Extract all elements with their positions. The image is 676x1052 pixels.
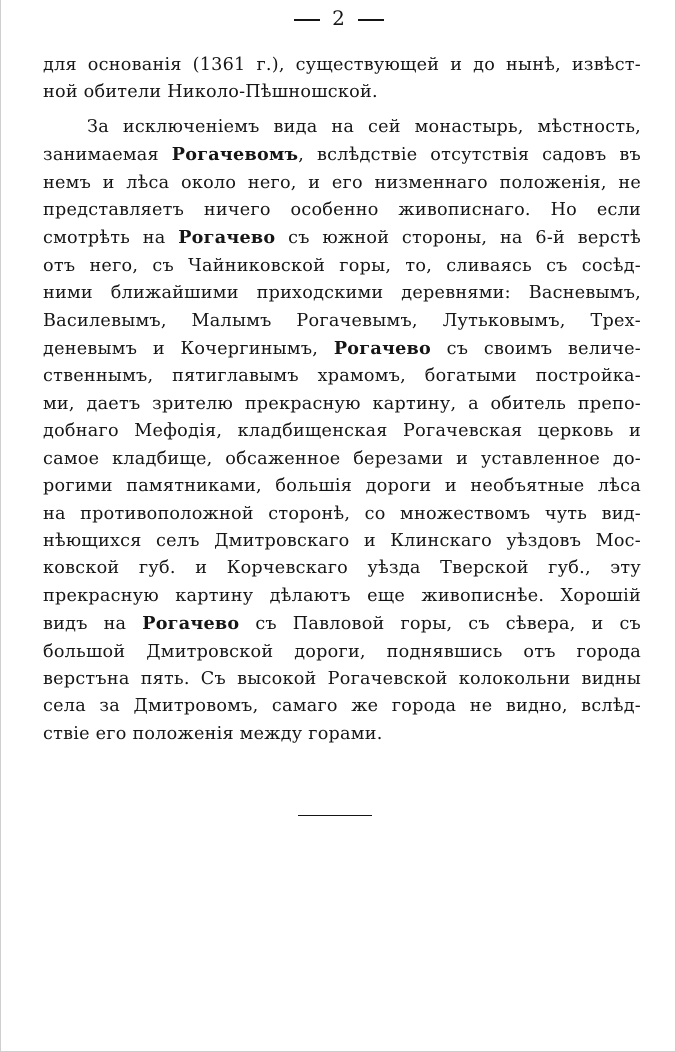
text-line [43,52,641,79]
text-line [43,583,641,610]
text-run: съ южной стороны, на 6-й верстѣ [275,228,641,249]
text-line [43,197,641,224]
text-line [43,610,641,638]
text-run: За исключеніемъ вида на сей монастырь, мѣстность, [87,116,641,137]
text-line [43,721,641,748]
text-run: ми, даетъ зрителю прекрасную картину, а обитель препо- [43,393,641,414]
text-run: отъ него, съ Чайниковской горы, то, сливаясь съ сосѣд- [43,255,641,276]
text-run: прекрасную картину дѣлаютъ еще живописнѣе. Хорошій [43,585,641,606]
text-run: представляетъ ничего особенно живописнаго. Но если [43,200,641,221]
text-line [43,224,641,252]
text-line [43,555,641,582]
text-run: для основанія (1361 г.), существующей и до нынѣ, извѣст- [43,55,641,75]
bold-place-name: Рогачевомъ [171,144,299,166]
text-run: рогими памятниками, большія дороги и необъятные лѣса [43,476,641,497]
header-dash-right [358,19,384,21]
text-line [43,693,641,720]
paragraph [43,52,641,107]
text-line [43,528,641,555]
text-line [43,253,641,280]
text-line [43,170,641,197]
text-run: деневымъ и Кочергинымъ, [43,339,334,360]
text-run: , вслѣдствіе отсутствія садовъ въ [298,145,641,166]
text-run: съ Павловой горы, съ сѣвера, и съ [239,614,641,635]
text-line [43,308,641,335]
text-run: ствіе его положенія между горами. [43,723,383,744]
text-run: ственнымъ, пятиглавымъ храмомъ, богатыми постройка- [43,366,641,387]
text-run: большой Дмитровской дороги, поднявшись отъ города [43,641,641,662]
text-run: Василевымъ, Малымъ Рогачевымъ, Лутьковымъ, Трех- [43,310,641,331]
text-line [43,363,641,390]
text-run: ними ближайшими приходскими деревнями: Васневымъ, [43,283,641,304]
text-run: видъ на [43,614,143,635]
paragraph [43,114,641,748]
text-run: добнаго Мефодія, кладбищенская Рогачевская церковь и [43,421,641,442]
text-line [43,418,641,445]
header-dash-left [294,19,320,21]
bold-place-name: Рогачево [333,338,432,360]
page-number: 2 [332,6,346,30]
text-line [43,446,641,473]
text-run: занимаемая [43,145,172,166]
text-run: съ своимъ величе- [431,339,641,360]
text-line [43,666,641,693]
text-run: смотрѣть на [43,228,179,249]
text-run: самое кладбище, обсаженное березами и уставленное до- [43,448,641,469]
text-run: ной обители Николо-Пѣшношской. [43,82,378,103]
page-header [1,4,676,32]
text-run: немъ и лѣса около него, и его низменнаго положенія, не [43,172,641,193]
text-run: ковской губ. и Корчевскаго уѣзда Тверской губ., эту [43,558,641,579]
text-run: нѣющихся селъ Дмитровскаго и Клинскаго уѣздовъ Мос- [43,530,641,551]
text-line [43,473,641,500]
text-line [43,114,641,141]
text-run: на противоположной сторонѣ, со множествомъ чуть вид- [43,503,641,524]
text-line [43,141,641,169]
text-line [43,391,641,418]
text-line [43,79,641,106]
bold-place-name: Рогачево [178,227,276,249]
bold-place-name: Рогачево [142,613,240,635]
text-run: верстъна пять. Съ высокой Рогачевской колокольни видны [43,668,641,689]
text-line [43,280,641,307]
body-text [43,52,641,748]
end-rule [298,815,372,816]
text-run: села за Дмитровомъ, самаго же города не видно, вслѣд- [43,696,641,717]
text-line [43,639,641,666]
text-line [43,335,641,363]
text-line [43,501,641,528]
